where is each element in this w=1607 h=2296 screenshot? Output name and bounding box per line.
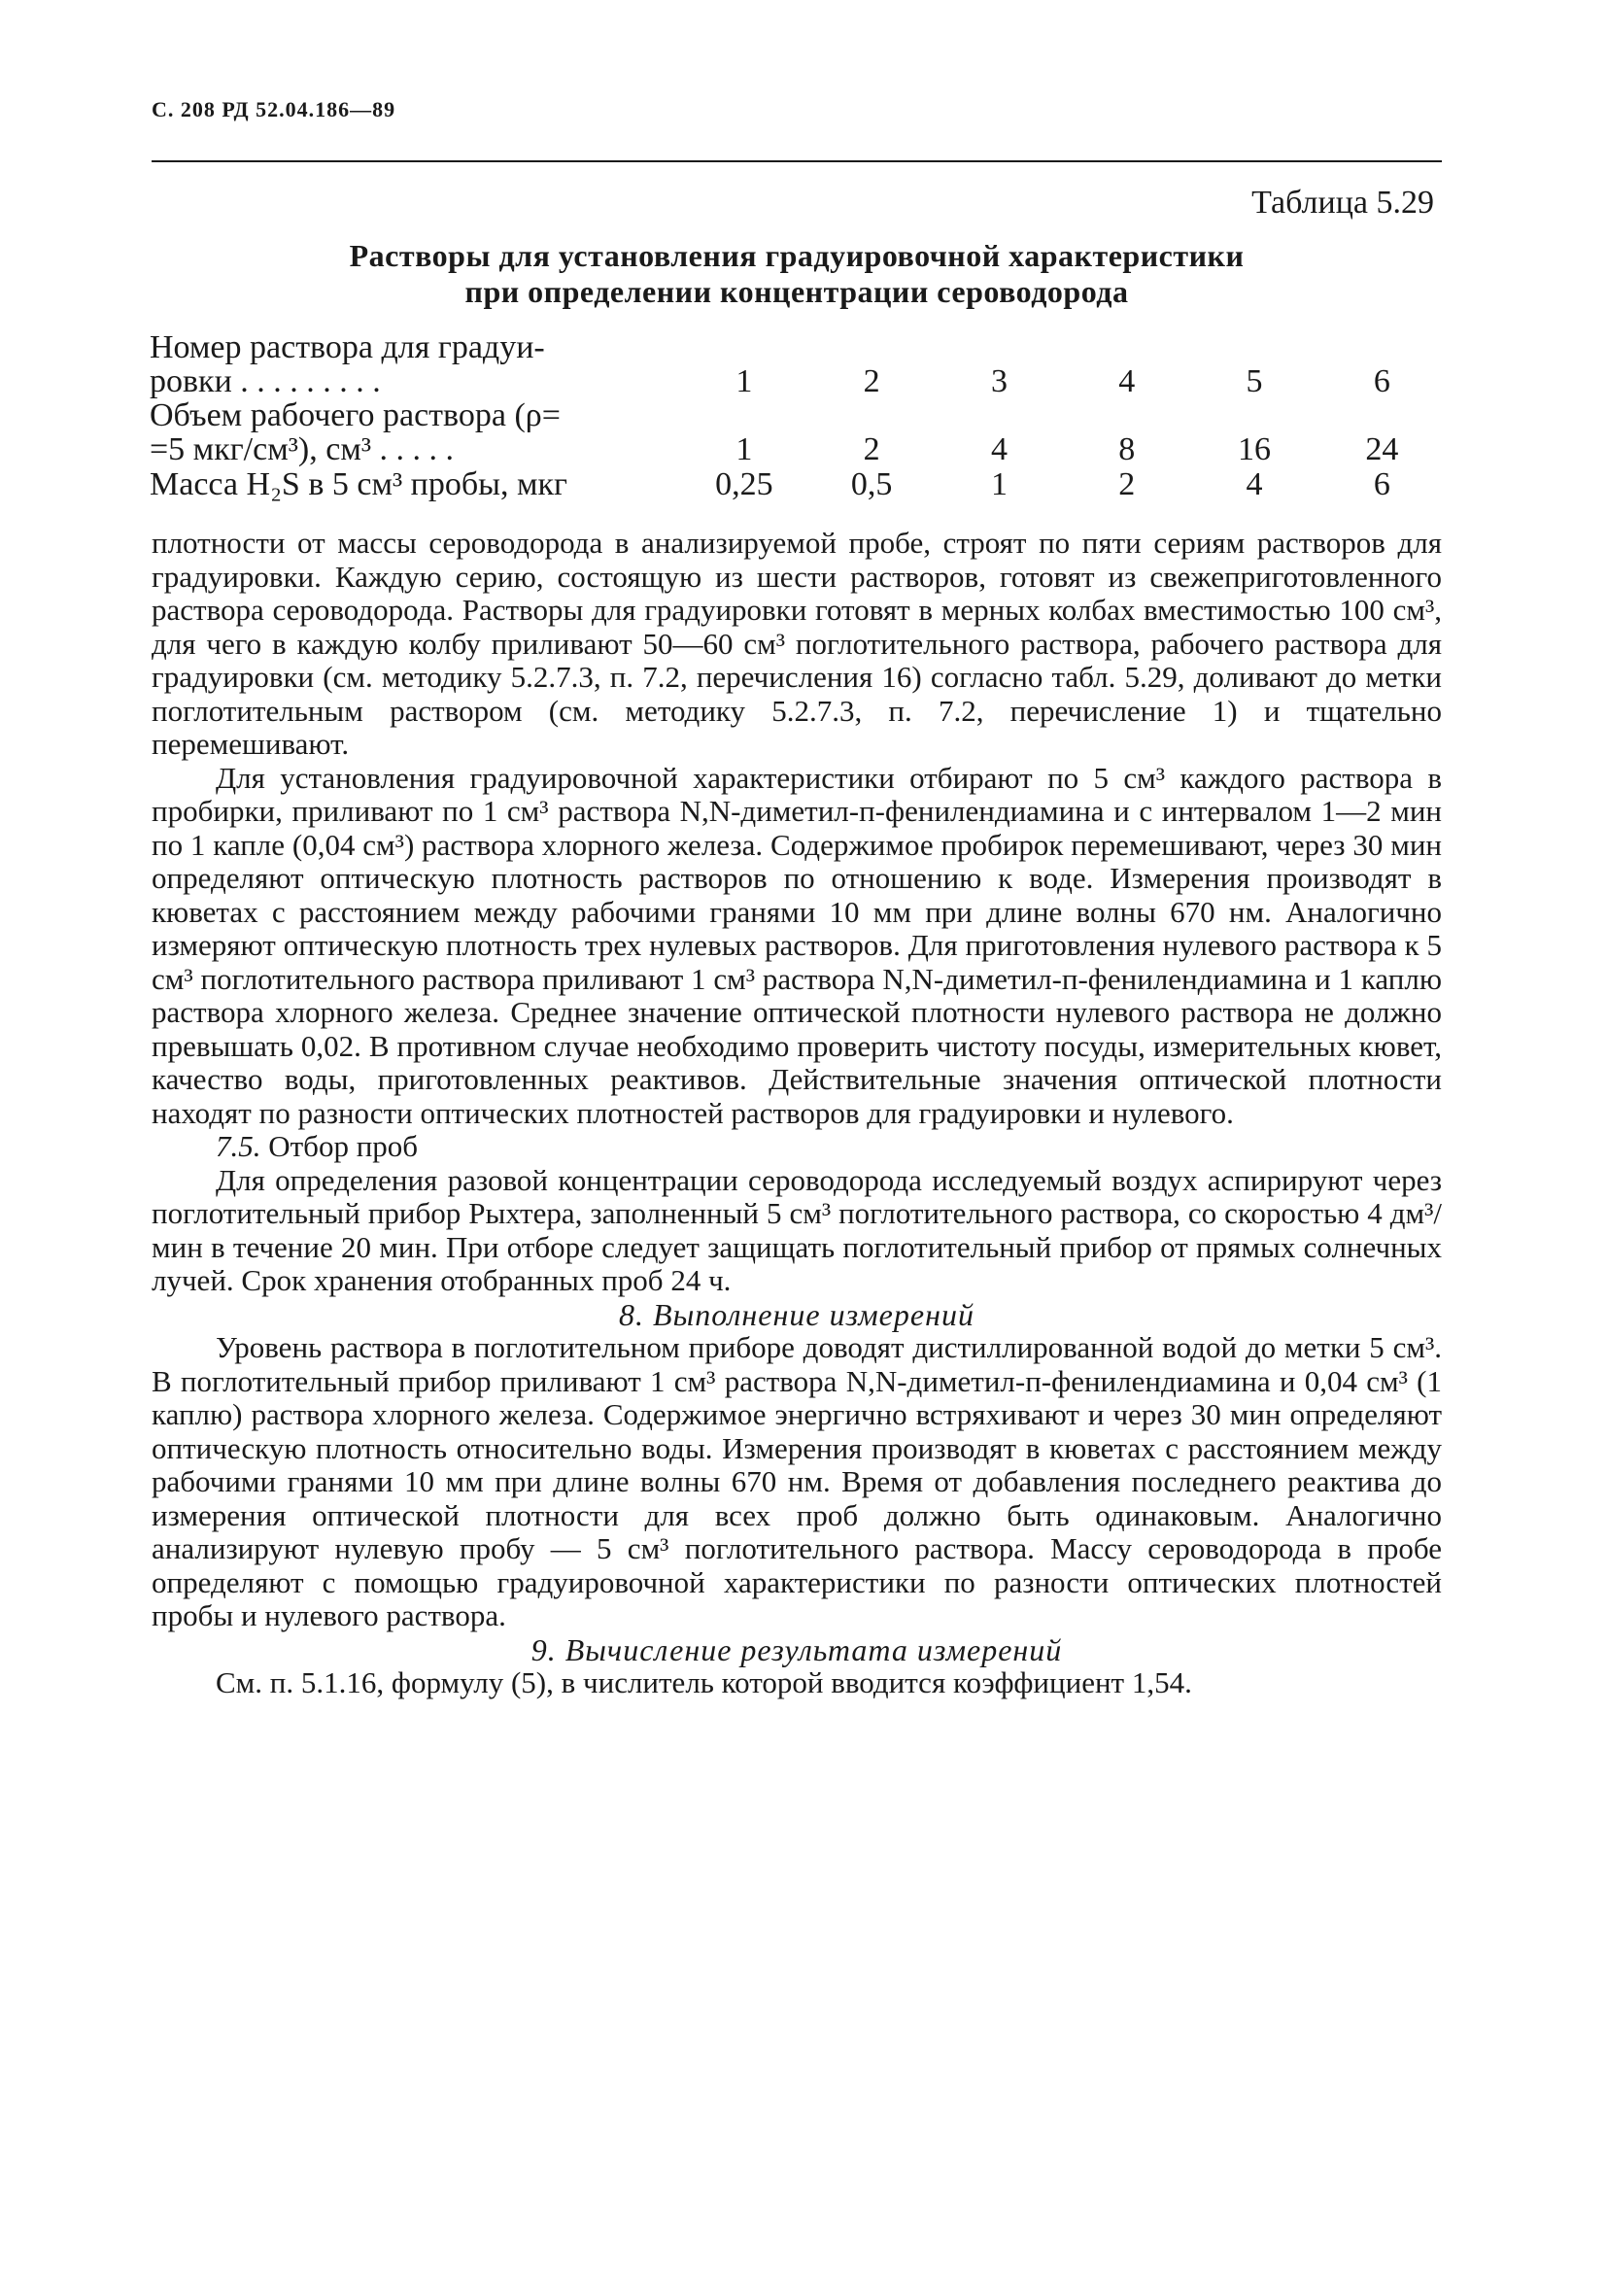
table-cell: 0,5 (850, 466, 893, 502)
table-cell: 1 (735, 431, 753, 467)
table-row (150, 466, 1446, 501)
table-cell: 1 (735, 363, 753, 399)
calibration-table (150, 330, 1446, 501)
running-head: С. 208 РД 52.04.186—89 (152, 97, 396, 121)
paragraph-continuation: плотности от массы сероводорода в анализируемой пробе, строят по пяти сериям растворов для градуировки. Каждую серию, состоящую из шести растворов, готовят из свежеприготовленного раствора сероводорода. Растворы для градуировки готовят в мерных колбах вместимостью 100 см³, для чего в каждую колбу приливают 50—60 см³ поглотительного раствора, рабочего раствора для градуировки (см. методику 5.2.7.3, п. 7.2, перечисления 16) согласно табл. 5.29, доливают до метки поглотительным раствором (см. методику 5.2.7.3, п. 7.2, перечисление 1) и тщательно перемешивают. (152, 526, 1442, 761)
table-cell: 2 (863, 363, 880, 399)
paragraph-measurement: Уровень раствора в поглотительном приборе доводят дистиллированной водой до метки 5 см³. В поглотительный прибор приливают 1 см³ раствора N,N-диметил-п-фенилендиамина и 0,04 см³ (1 каплю) раствора хлорного железа. Содержимое энергично встряхивают и через 30 мин определяют оптическую плотность относительно воды. Измерения производят в кюветах с расстоянием между рабочими гранями 10 мм при длине волны 670 нм. Время от добавления последнего реактива до измерения оптической плотности для всех проб должно быть одинаковым. Аналогично анализируют нулевую пробу — 5 см³ поглотительного раствора. Массу сероводорода в пробе определяют с помощью градуировочной характеристики по разности оптических плотностей пробы и нулевого раствора. (152, 1330, 1442, 1632)
table-cell: 5 (1246, 363, 1263, 399)
table-title (152, 238, 1442, 310)
table-cell: 24 (1365, 431, 1399, 467)
table-cell: 2 (863, 431, 880, 467)
table-cell: 4 (990, 431, 1008, 467)
table-cell: 4 (1246, 466, 1263, 502)
table-cell: 6 (1373, 466, 1390, 502)
subsection-heading-7-5 (152, 1130, 1442, 1164)
body-text (152, 527, 1442, 1700)
row-label: Объем рабочего раствора (ρ= =5 мкг/см³), см³ . . . . . (150, 397, 561, 467)
table-cell: 1 (990, 466, 1008, 502)
table-number: Таблица 5.29 (1251, 185, 1434, 221)
table-cell: 16 (1238, 431, 1272, 467)
table-title-line-2: при определении концентрации сероводорода (464, 274, 1129, 309)
section-heading-9: 9. Вычисление результата измерений (530, 1631, 1063, 1667)
table-row (150, 330, 1446, 398)
subsection-title: Отбор проб (260, 1129, 419, 1163)
paragraph-calculation: См. п. 5.1.16, формулу (5), в числитель которой вводится коэффициент 1,54. (216, 1665, 1192, 1699)
table-cell: 8 (1118, 431, 1136, 467)
table-cell: 0,25 (715, 466, 773, 502)
table-title-line-1: Растворы для установления градуировочной характеристики (349, 238, 1245, 273)
table-cell: 4 (1118, 363, 1136, 399)
subsection-number: 7.5. (216, 1129, 261, 1163)
table-cell: 3 (990, 363, 1008, 399)
row-label: Масса H₂S в 5 см³ пробы, мкг (150, 466, 567, 502)
header-rule (152, 160, 1442, 162)
table-row (150, 398, 1446, 466)
paragraph-calibration: Для установления градуировочной характеристики отбирают по 5 см³ каждого раствора в пробирки, приливают по 1 см³ раствора N,N-диметил-п-фенилендиамина и с интервалом 1—2 мин по 1 капле (0,04 см³) раствора хлорного железа. Содержимое пробирок перемешивают, через 30 мин определяют оптическую плотность растворов по отношению к воде. Измерения производят в кюветах с расстоянием между рабочими гранями 10 мм при длине волны 670 нм. Аналогично измеряют оптическую плотность трех нулевых растворов. Для приготовления нулевого раствора к 5 см³ поглотительного раствора приливают 1 см³ раствора N,N-диметил-п-фенилендиамина и 1 каплю раствора хлорного железа. Среднее значение оптической плотности нулевого раствора не должно превышать 0,02. В противном случае необходимо проверить чистоту посуды, измерительных кювет, качество воды, приготовленных реактивов. Действительные значения оптической плотности находят по разности оптических плотностей растворов для градуировки и нулевого. (152, 760, 1442, 1130)
section-heading-8: 8. Выполнение измерений (619, 1296, 974, 1332)
paragraph-sampling: Для определения разовой концентрации сероводорода исследуемый воздух аспирируют через поглотительный прибор Рыхтера, заполненный 5 см³ поглотительного раствора, со скоростью 4 дм³/мин в течение 20 мин. При отборе следует защищать поглотительный прибор от прямых солнечных лучей. Срок хранения отобранных проб 24 ч. (152, 1162, 1442, 1297)
table-cell: 6 (1373, 363, 1390, 399)
table-cell: 2 (1118, 466, 1136, 502)
row-label: Номер раствора для градуи- ровки . . . . . . . . . (150, 329, 545, 399)
